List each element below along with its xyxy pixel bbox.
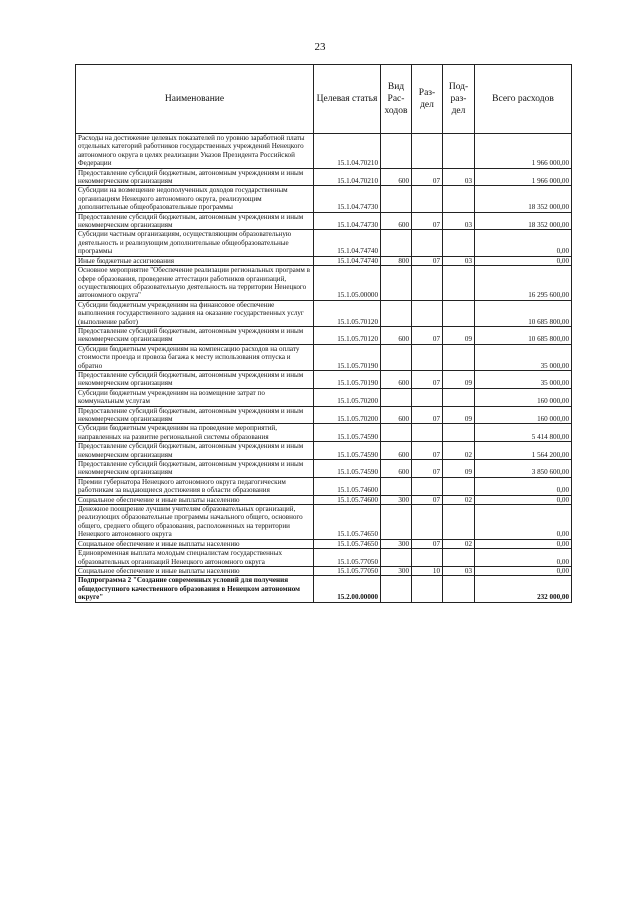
- row-name: Расходы на достижение целевых показателей по уровню заработной платы отдельных категорий работников государственных учреждений Ненецкого автономного округа в целях реализации Указов Президента Российской Федерации: [76, 134, 314, 169]
- row-subsection: 03: [443, 212, 475, 230]
- row-total: 18 352 000,00: [475, 212, 572, 230]
- row-total: 0,00: [475, 505, 572, 540]
- row-expense-type: 600: [381, 370, 412, 388]
- row-name: Предоставление субсидий бюджетным, автономным учреждениям и иным некоммерческим организациям: [76, 326, 314, 344]
- row-section: [412, 266, 443, 301]
- row-target-article: 15.1.05.74650: [314, 505, 381, 540]
- row-section: [412, 505, 443, 540]
- row-target-article: 15.1.04.70210: [314, 168, 381, 186]
- row-expense-type: [381, 549, 412, 567]
- row-total: 160 000,00: [475, 406, 572, 424]
- row-target-article: 15.1.04.74730: [314, 186, 381, 212]
- row-name: Основное мероприятие "Обеспечение реализации региональных программ в сфере образования, проведение аттестации работников организаций, осуществляющих образовательную деятельность на территории Ненецкого автономного округа": [76, 266, 314, 301]
- row-section: [412, 300, 443, 326]
- row-expense-type: [381, 266, 412, 301]
- row-total: 0,00: [475, 495, 572, 504]
- row-total: 16 295 600,00: [475, 266, 572, 301]
- header-expense-type: Вид Рас-ходов: [381, 65, 412, 134]
- table-row: [76, 370, 572, 388]
- row-expense-type: [381, 388, 412, 406]
- header-name: Наименование: [76, 65, 314, 134]
- row-expense-type: [381, 505, 412, 540]
- row-total: 35 000,00: [475, 370, 572, 388]
- row-section: 07: [412, 326, 443, 344]
- row-total: 10 685 800,00: [475, 300, 572, 326]
- row-section: [412, 186, 443, 212]
- row-expense-type: [381, 424, 412, 442]
- row-name: Предоставление субсидий бюджетным, автономным учреждениям и иным некоммерческим организациям: [76, 370, 314, 388]
- table-row: [76, 460, 572, 478]
- row-total: 160 000,00: [475, 388, 572, 406]
- row-total: 1 966 000,00: [475, 168, 572, 186]
- row-name: Предоставление субсидий бюджетным, автономным учреждениям и иным некоммерческим организациям: [76, 406, 314, 424]
- table-row: [76, 576, 572, 602]
- row-expense-type: 300: [381, 566, 412, 575]
- row-name: Подпрограмма 2 "Создание современных условий для получения общедоступного качественного образования в Ненецком автономном округе": [76, 576, 314, 602]
- row-name: Премии губернатора Ненецкого автономного округа педагогическим работникам за выдающиеся достижения в области образования: [76, 477, 314, 495]
- table-row: [76, 539, 572, 548]
- row-section: 07: [412, 406, 443, 424]
- row-total: 0,00: [475, 566, 572, 575]
- row-section: 07: [412, 495, 443, 504]
- row-total: 0,00: [475, 256, 572, 265]
- header-subsection: Под-раз-дел: [443, 65, 475, 134]
- table-row: [76, 168, 572, 186]
- table-row: [76, 186, 572, 212]
- row-target-article: 15.1.04.70210: [314, 134, 381, 169]
- row-subsection: [443, 576, 475, 602]
- row-target-article: 15.1.04.74730: [314, 212, 381, 230]
- row-expense-type: 800: [381, 256, 412, 265]
- row-section: 07: [412, 256, 443, 265]
- row-subsection: [443, 186, 475, 212]
- row-subsection: 09: [443, 460, 475, 478]
- row-target-article: 15.1.05.74600: [314, 495, 381, 504]
- row-expense-type: [381, 477, 412, 495]
- row-target-article: 15.1.05.00000: [314, 266, 381, 301]
- row-section: [412, 576, 443, 602]
- table-row: [76, 505, 572, 540]
- row-target-article: 15.1.05.70120: [314, 300, 381, 326]
- header-section: Раз-дел: [412, 65, 443, 134]
- row-name: Субсидии бюджетным учреждениям на компенсацию расходов на оплату стоимости проезда и провоза багажа к месту использования отпуска и обратно: [76, 344, 314, 370]
- row-name: Субсидии на возмещение недополученных доходов государственным организациям Ненецкого автономного округа, реализующим дополнительные общеобразовательные программы: [76, 186, 314, 212]
- row-target-article: 15.1.05.74590: [314, 424, 381, 442]
- row-subsection: 03: [443, 256, 475, 265]
- row-expense-type: 600: [381, 212, 412, 230]
- row-subsection: 03: [443, 566, 475, 575]
- row-section: 07: [412, 539, 443, 548]
- row-subsection: 03: [443, 168, 475, 186]
- row-total: 10 685 800,00: [475, 326, 572, 344]
- row-section: [412, 549, 443, 567]
- row-section: [412, 230, 443, 256]
- row-target-article: 15.1.05.74650: [314, 539, 381, 548]
- row-expense-type: [381, 300, 412, 326]
- row-target-article: 15.1.04.74740: [314, 256, 381, 265]
- row-section: 07: [412, 370, 443, 388]
- row-total: 1 966 000,00: [475, 134, 572, 169]
- row-name: Субсидии частным организациям, осуществляющим образовательную деятельность и реализующим дополнительные общеобразовательные программы: [76, 230, 314, 256]
- table-header: [76, 65, 572, 134]
- table-row: [76, 266, 572, 301]
- row-subsection: [443, 477, 475, 495]
- row-total: 5 414 800,00: [475, 424, 572, 442]
- table-row: [76, 256, 572, 265]
- row-expense-type: 300: [381, 539, 412, 548]
- row-section: [412, 344, 443, 370]
- row-total: 1 564 200,00: [475, 442, 572, 460]
- row-subsection: [443, 230, 475, 256]
- row-total: 35 000,00: [475, 344, 572, 370]
- row-name: Социальное обеспечение и иные выплаты населению: [76, 566, 314, 575]
- row-expense-type: 600: [381, 460, 412, 478]
- row-subsection: 09: [443, 326, 475, 344]
- header-total: Всего расходов: [475, 65, 572, 134]
- row-target-article: 15.1.05.74590: [314, 460, 381, 478]
- table-row: [76, 424, 572, 442]
- header-target-article: Целевая статья: [314, 65, 381, 134]
- row-subsection: 02: [443, 539, 475, 548]
- row-expense-type: [381, 186, 412, 212]
- table-row: [76, 495, 572, 504]
- table-row: [76, 477, 572, 495]
- table-row: [76, 134, 572, 169]
- table-row: [76, 300, 572, 326]
- row-section: [412, 388, 443, 406]
- row-name: Социальное обеспечение и иные выплаты населению: [76, 539, 314, 548]
- row-subsection: [443, 134, 475, 169]
- row-total: 232 000,00: [475, 576, 572, 602]
- row-expense-type: [381, 576, 412, 602]
- row-total: 18 352 000,00: [475, 186, 572, 212]
- row-target-article: 15.1.05.70200: [314, 388, 381, 406]
- row-target-article: 15.1.05.70190: [314, 344, 381, 370]
- row-name: Денежное поощрение лучшим учителям образовательных организаций, реализующих образовательные программы начального общего, основного общего, среднего общего образования, расположенных на территории Ненецкого автономного округа: [76, 505, 314, 540]
- row-target-article: 15.1.05.77050: [314, 549, 381, 567]
- row-expense-type: 300: [381, 495, 412, 504]
- row-subsection: 02: [443, 495, 475, 504]
- row-expense-type: 600: [381, 168, 412, 186]
- table-row: [76, 230, 572, 256]
- row-subsection: [443, 266, 475, 301]
- row-name: Социальное обеспечение и иные выплаты населению: [76, 495, 314, 504]
- table-row: [76, 442, 572, 460]
- row-total: 0,00: [475, 477, 572, 495]
- row-subsection: [443, 388, 475, 406]
- row-target-article: 15.1.05.74590: [314, 442, 381, 460]
- table-row: [76, 344, 572, 370]
- row-section: [412, 477, 443, 495]
- row-expense-type: 600: [381, 326, 412, 344]
- row-target-article: 15.1.05.70120: [314, 326, 381, 344]
- row-subsection: [443, 344, 475, 370]
- table-row: [76, 549, 572, 567]
- row-name: Единовременная выплата молодым специалистам государственных образовательных организаций Ненецкого автономного округа: [76, 549, 314, 567]
- row-subsection: 09: [443, 370, 475, 388]
- row-target-article: 15.1.04.74740: [314, 230, 381, 256]
- row-section: [412, 424, 443, 442]
- row-subsection: [443, 549, 475, 567]
- row-total: 0,00: [475, 230, 572, 256]
- row-expense-type: [381, 344, 412, 370]
- row-target-article: 15.1.05.70190: [314, 370, 381, 388]
- row-total: 0,00: [475, 549, 572, 567]
- row-total: 0,00: [475, 539, 572, 548]
- row-section: 10: [412, 566, 443, 575]
- row-name: Предоставление субсидий бюджетным, автономным учреждениям и иным некоммерческим организациям: [76, 168, 314, 186]
- page-number: 23: [314, 41, 326, 53]
- table-row: [76, 566, 572, 575]
- table-row: [76, 406, 572, 424]
- row-subsection: 09: [443, 406, 475, 424]
- row-name: Субсидии бюджетным учреждениям на возмещение затрат по коммунальным услугам: [76, 388, 314, 406]
- row-section: 07: [412, 460, 443, 478]
- row-name: Предоставление субсидий бюджетным, автономным учреждениям и иным некоммерческим организациям: [76, 442, 314, 460]
- table-row: [76, 326, 572, 344]
- row-name: Иные бюджетные ассигнования: [76, 256, 314, 265]
- row-subsection: 02: [443, 442, 475, 460]
- table-row: [76, 388, 572, 406]
- row-name: Субсидии бюджетным учреждениям на финансовое обеспечение выполнения государственного задания на оказание государственных услуг (выполнение работ): [76, 300, 314, 326]
- row-expense-type: 600: [381, 406, 412, 424]
- row-section: 07: [412, 212, 443, 230]
- row-subsection: [443, 300, 475, 326]
- row-expense-type: 600: [381, 442, 412, 460]
- table-row: [76, 212, 572, 230]
- row-target-article: 15.1.05.74600: [314, 477, 381, 495]
- row-section: 07: [412, 168, 443, 186]
- row-name: Предоставление субсидий бюджетным, автономным учреждениям и иным некоммерческим организациям: [76, 212, 314, 230]
- budget-table: [75, 64, 572, 603]
- row-section: [412, 134, 443, 169]
- row-target-article: 15.2.00.00000: [314, 576, 381, 602]
- row-target-article: 15.1.05.70200: [314, 406, 381, 424]
- row-subsection: [443, 424, 475, 442]
- row-name: Предоставление субсидий бюджетным, автономным учреждениям и иным некоммерческим организациям: [76, 460, 314, 478]
- row-section: 07: [412, 442, 443, 460]
- row-target-article: 15.1.05.77050: [314, 566, 381, 575]
- row-name: Субсидии бюджетным учреждениям на проведение мероприятий, направленных на развитие региональной системы образования: [76, 424, 314, 442]
- row-expense-type: [381, 134, 412, 169]
- table-body: [76, 134, 572, 603]
- row-expense-type: [381, 230, 412, 256]
- row-total: 3 850 600,00: [475, 460, 572, 478]
- row-subsection: [443, 505, 475, 540]
